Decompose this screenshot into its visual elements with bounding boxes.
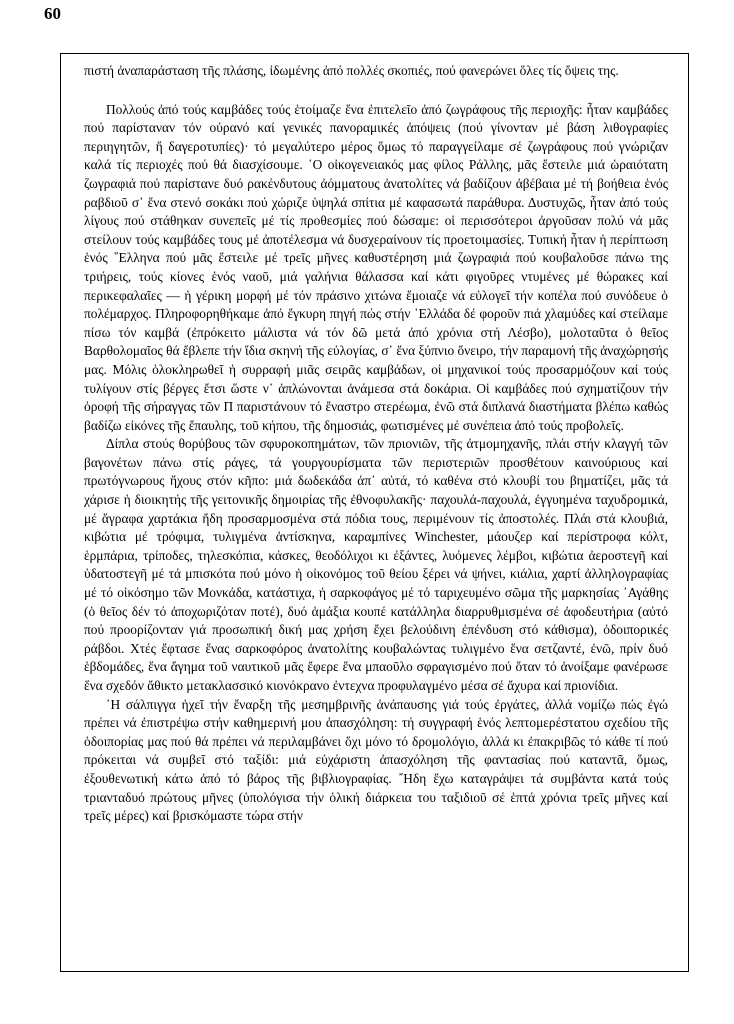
paragraph-2: Πολλούς ἀπό τούς καμβάδες τούς ἑτοίμαζε ἕνα ἐπιτελεῖο ἀπό ζωγράφους τῆς περιοχῆς: ἦταν καμβάδες πού παρίσταναν τόν οὐρανό καί γενικές πανοραμικές ἀπόψεις (πού γίνονταν μέ βάση λιθογραφίες περιηγητῶν, ἤ δαγεροτυπίες)· τό μεγαλύτερο μέρος ὅμως τό παραγγείλαμε σέ ζωγράφους πού γνώριζαν καλά τίς περιοχές πού θά διασχίσουμε. ῾Ο οἰκογενειακός μας φίλος Ράλλης, μᾶς ἔστειλε μιά ὡραιότατη ζωγραφιά πού παρίστανε δυό ρακένδυτους ἀόμματους ἀνατολίτες νά βαδίζουν ἀβέβαια μέ τή βοήθεια ἑνός ραβδιοῦ σ᾽ ἕνα στενό σοκάκι πού χώριζε ὑψηλά σπίτια μέ καφασωτά παράθυρα. Δυστυχῶς, ἦταν ἀπό τούς λίγους πού στάθηκαν συνεπεῖς μέ τίς προθεσμίες πού δώσαμε: οἱ περισσότεροι ἀργοῦσαν πολύ νά μᾶς στείλουν τούς καμβάδες τους μέ ἀποτέλεσμα νά δυσχεραίνουν τίς προετοιμασίες. Τυπική ἦταν ἡ περίπτωση ἑνός ῞Ελληνα πού μᾶς ἔστειλε μέ τρεῖς μῆνες καθυστέρηση μιά ζωγραφιά πού κουβαλοῦσε πάνω της τριήρεις, τούς κίονες ἑνός ναοῦ, μιά γαλήνια θάλασσα καί κάτι φιγοῦρες ντυμένες μέ θώρακες καί περικεφαλαῖες — ἡ γέρικη μορφή μέ τόν πράσινο χιτώνα ἔμοιαζε νά εὐλογεῖ τήν κοπέλα πού συνόδευε ὁ πολέμαρχος. Πληροφορηθήκαμε ἀπό ἔγκυρη πηγή πώς στήν ῾Ελλάδα δέ φοροῦν πιά χλαμύδες καί στείλαμε πίσω τόν καμβά (ἐπρόκειτο μάλιστα νά τόν δῶ μετά ἀπό χρόνια στή Λέσβο), μολοταῦτα ὁ θεῖος Βαρθολομαῖος θά ἔβλεπε τήν ἴδια σκηνή τῆς εὐλογίας, σ᾽ ἕνα ξύπνιο ὄνειρο, τήν παραμονή τῆς ἀναχώρησής μας. Μόλις ὁλοκληρωθεῖ ἡ συρραφή μιᾶς σειρᾶς καμβάδων, οἱ μηχανικοί τούς προσαρμόζουν καί τούς τυλίγουν στίς βέργες ἔτσι ὥστε ν᾽ ἁπλώνονται ἀνάμεσα στά δοκάρια. Οἱ καμβάδες πού σχηματίζουν τήν ὀροφή τῆς σήραγγας τῶν Π παριστάνουν τό ἔναστρο στερέωμα, ἐνῶ στά διπλανά διαστήματα βλέπω καθώς βαδίζω εἰκόνες τῆς ἔπαυλης, τοῦ κήπου, τῆς δημοσιάς, φωτισμένες μέ συνέπεια ἀπό τούς προβολεῖς. bbox=[84, 101, 668, 433]
page-number: 60 bbox=[44, 4, 61, 23]
paragraph-1: πιστή ἀναπαράσταση τῆς πλάσης, ἰδωμένης ἀπό πολλές σκοπιές, πού φανερώνει ὅλες τίς ὄψεις της. bbox=[84, 63, 619, 78]
paragraph-4: ῾Η σάλπιγγα ἠχεῖ τήν ἔναρξη τῆς μεσημβρινῆς ἀνάπαυσης γιά τούς ἐργάτες, ἀλλά νομίζω πώς ἐγώ πρέπει νά ἐπιστρέψω στήν καθημερινή μου ἀπασχόληση: τή συγγραφή ἑνός λεπτομερέστατου σχεδίου τῆς ὁδοιπορίας μας πού θά πρέπει νά περιλαμβάνει ὄχι μόνο τό δρομολόγιο, ἀλλά κι ἐπακριβῶς τό κάθε τί πού πρόκειται νά συμβεῖ στό ταξίδι: μιά εὐχάριστη ἀπασχόληση τῆς φαντασίας πού καταντᾶ, ὅμως, ἐξουθενωτική κάτω ἀπό τό βάρος τῆς βιβλιογραφίας. ῎Ηδη ἔχω καταγράψει τά συμβάντα κατά τούς τριανταδυό πρώτους μῆνες (ὑπολόγισα τήν ὁλική διάρκεια του ταξιδιοῦ σέ ἑπτά χρόνια τρεῖς μῆνες καί τρεῖς μέρες) καί βρισκόμαστε τώρα στήν bbox=[84, 696, 668, 824]
paragraph-3: Δίπλα στούς θορύβους τῶν σφυροκοπημάτων, τῶν πριονιῶν, τῆς ἀτμομηχανῆς, πλάι στήν κλαγγή τῶν βαγονέτων πάνω στίς ράγες, τά γουργουρίσματα τῶν περιστεριῶν προσθέτουν καινούριους καί πρωτόγνωρους ἤχους στόν κῆπο: μιά δωδεκάδα ἀπ᾽ αὐτά, τό καθένα στό κλουβί του βηματίζει, μᾶς τά χάρισε ἡ διοικητής τῆς γειτονικῆς δημοιρίας τῆς ἐθνοφυλακῆς· παχουλά-παχουλά, ἐγγυημένα ταχυδρομικά, μέ ἄγραφα χαρτάκια ἤδη προσαρμοσμένα στά πόδια τους, περιμένουν τίς ἀποστολές. Πλάι στά κλουβιά, κιβώτια μέ τρόφιμα, τυλιγμένα ἀντίσκηνα, καραμπίνες Winchester, μάουζερ καί περίστροφα κόλτ, ἑρμπάρια, τρίποδες, τηλεσκόπια, κάσκες, θεοδόλιχοι κι ἐξάντες, λυόμενες λέμβοι, κιβώτια ἀεροστεγῆ καί ὑδατοστεγῆ μέ τά μπισκότα πού μόνο ἡ οἰκονόμος τοῦ θείου ξέρει νά ψήνει, κιάλια, χαρτί ἀλληλογραφίας μέ τό οἰκόσημο τῶν Μονκάδα, κατάστιχα, ἡ σαρκοφάγος μέ τό ταριχευμένο σῶμα τῆς μαρκησίας ᾽Αγάθης (ὁ θεῖος δέν τό ἀποχωριζόταν ποτέ), δυό ἁμάξια κουπέ κατάλληλα διαρρυθμισμένα σέ ἀφοδευτήρια (αὐτό πού προορίζονταν γιά προσωπική δική μας χρήση ἔχει βελούδινη ἐπένδυση στό κάθισμα), ὁδοιπορικές ράβδοι. Χτές ἔφτασε ἕνας σαρκοφόρος ἀνατολίτης κουβαλώντας τυλιγμένο ἕνα σετζαντέ, ἐνῶ, πρίν δυό ἑβδομάδες, ἕνα ἄγημα τοῦ ναυτικοῦ μᾶς ἔφερε ἕνα μπαοῦλο σφραγισμένο πού ὅταν τό ἀνοίξαμε φανέρωσε ἕνα σχεδόν ἄθικτο μετακλασσικό κιονόκρανο ἐντεχνα προφυλαγμένο μέσα σέ ἄχυρα καί πριονίδια. bbox=[84, 436, 668, 693]
page-body bbox=[84, 62, 668, 826]
